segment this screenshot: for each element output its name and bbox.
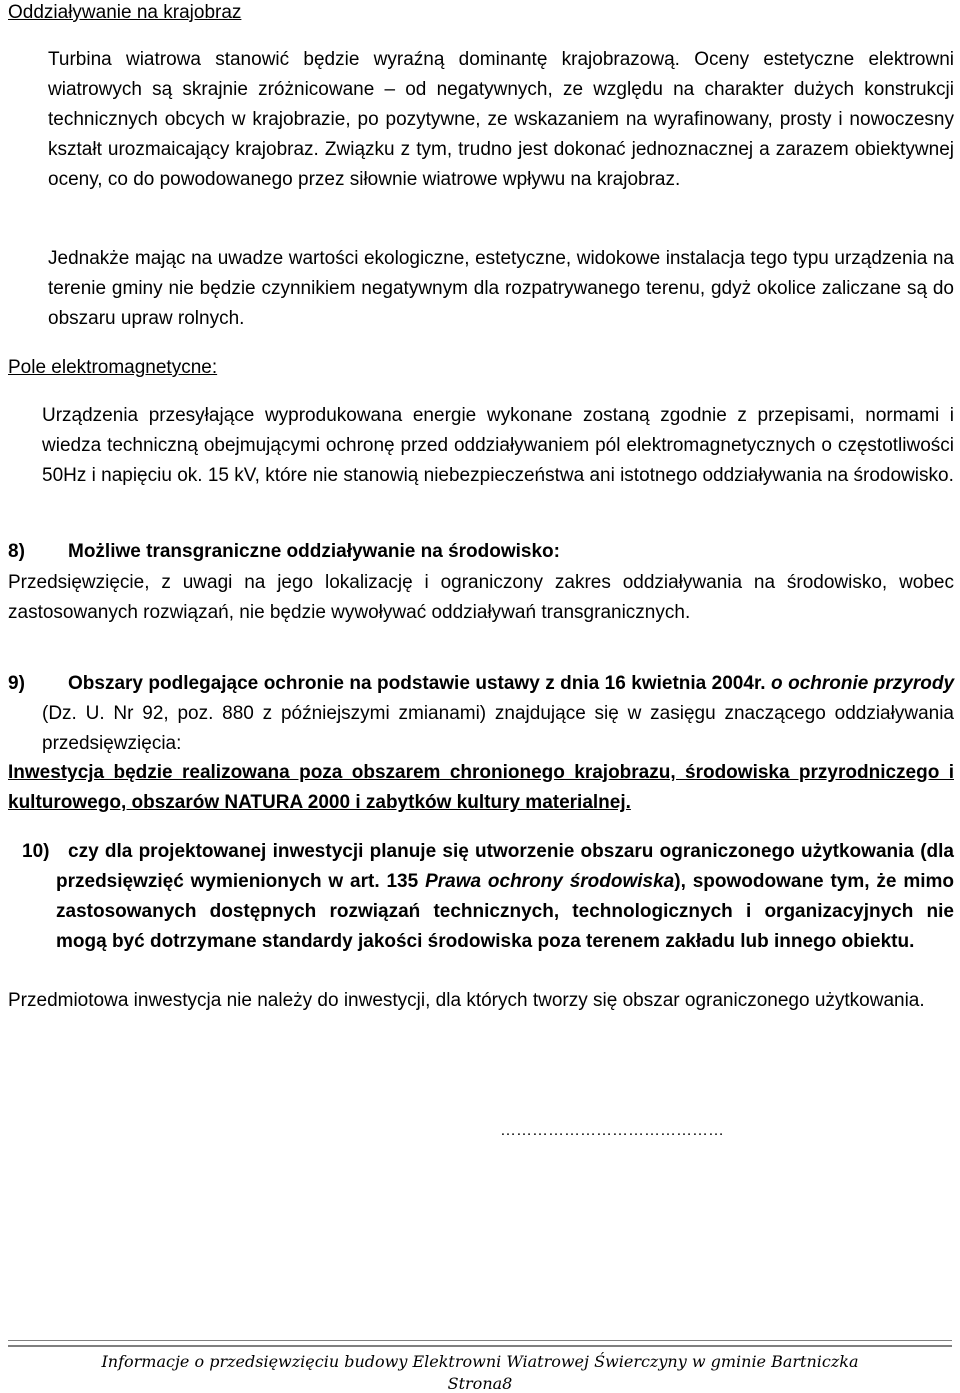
section-8-number: 8) — [8, 541, 25, 562]
footer-divider — [8, 1340, 952, 1347]
paragraph-10: Przedmiotowa inwestycja nie należy do inwestycji, dla których tworzy się obszar ograniczonego użytkowania. — [8, 990, 925, 1011]
section-10-heading — [22, 837, 955, 957]
section-10-title-a: czy dla projektowanej inwestycji planuje się utworzenie obszaru ograniczonego użytkowania (dla przedsięwzięć wymienionych w art. 135 — [56, 841, 954, 892]
section-9-number: 9) — [8, 673, 25, 694]
section-10-title-italic: Prawa ochrony środowiska — [425, 871, 675, 892]
paragraph-krajobraz-1: Turbina wiatrowa stanowić będzie wyraźną dominantę krajobrazową. Oceny estetyczne elektrowni wiatrowych są skrajnie zróżnicowane – od negatywnych, ze względu na charakter dużych konstrukcji technicznych obcych w krajobrazie, po pozytywne, ze wskazaniem na wyrafinowany, prosty i nowoczesny kształt urozmaicający krajobraz. Związku z tym, trudno jest dokonać jednoznacznej a zarazem obiektywnej oceny, co do powodowanego przez siłownie wiatrowe wpływu na krajobraz. — [48, 49, 954, 190]
footer-title: Informacje o przedsięwzięciu budowy Elektrowni Wiatrowej Świerczyny w gminie Bartniczka — [101, 1352, 859, 1371]
paragraph-9: Inwestycja będzie realizowana poza obszarem chronionego krajobrazu, środowiska przyrodniczego i kulturowego, obszarów NATURA 2000 i zabytków kultury materialnej. — [8, 762, 954, 813]
section-8-heading — [8, 541, 954, 563]
section-10-number: 10) — [22, 841, 50, 862]
signature-line: …………………………………… — [500, 1122, 724, 1139]
section-9-rest: (Dz. U. Nr 92, poz. 880 z późniejszymi zmianami) znajdujące się w zasięgu znaczącego oddziaływania przedsięwzięcia: — [42, 703, 954, 754]
section-9-title: Obszary podlegające ochronie na podstawie ustawy z dnia 16 kwietnia 2004r. — [68, 673, 766, 694]
section-9-title-italic-1: o — [771, 673, 783, 694]
section-9-heading — [8, 669, 955, 759]
section-8-title: Możliwe transgraniczne oddziaływanie na środowisko: — [68, 541, 560, 562]
paragraph-pole-1: Urządzenia przesyłające wyprodukowana energie wykonane zostaną zgodnie z przepisami, normami i wiedza techniczną obejmującymi ochronę przed oddziaływaniem pól elektromagnetycznych o częstotliwości 50Hz i napięciu ok. 15 kV, które nie stanowią niebezpieczeństwa ani istotnego oddziaływania na środowisko. — [42, 405, 954, 486]
footer-page-number: Strona8 — [447, 1374, 513, 1393]
section-heading-krajobraz: Oddziaływanie na krajobraz — [8, 2, 242, 23]
section-heading-pole: Pole elektromagnetycne: — [8, 357, 218, 378]
paragraph-8: Przedsięwzięcie, z uwagi na jego lokalizację i ograniczony zakres oddziaływania na środowisko, wobec zastosowanych rozwiązań, nie będzie wywoływać oddziaływań transgranicznych. — [8, 572, 954, 623]
section-9-title-italic-2: ochronie przyrody — [788, 673, 955, 694]
section-10-title-b: ), spowodowane tym, że mimo zastosowanych dostępnych rozwiązań technicznych, technologicznych i organizacyjnych nie mogą być dotrzymane standardy jakości środowiska poza terenem zakładu lub innego obiektu. — [56, 871, 955, 952]
paragraph-krajobraz-2: Jednakże mając na uwadze wartości ekologiczne, estetyczne, widokowe instalacja tego typu urządzenia na terenie gminy nie będzie czynnikiem negatywnym dla rozpatrywanego terenu, gdyż okolice zaliczane są do obszaru upraw rolnych. — [48, 248, 954, 329]
